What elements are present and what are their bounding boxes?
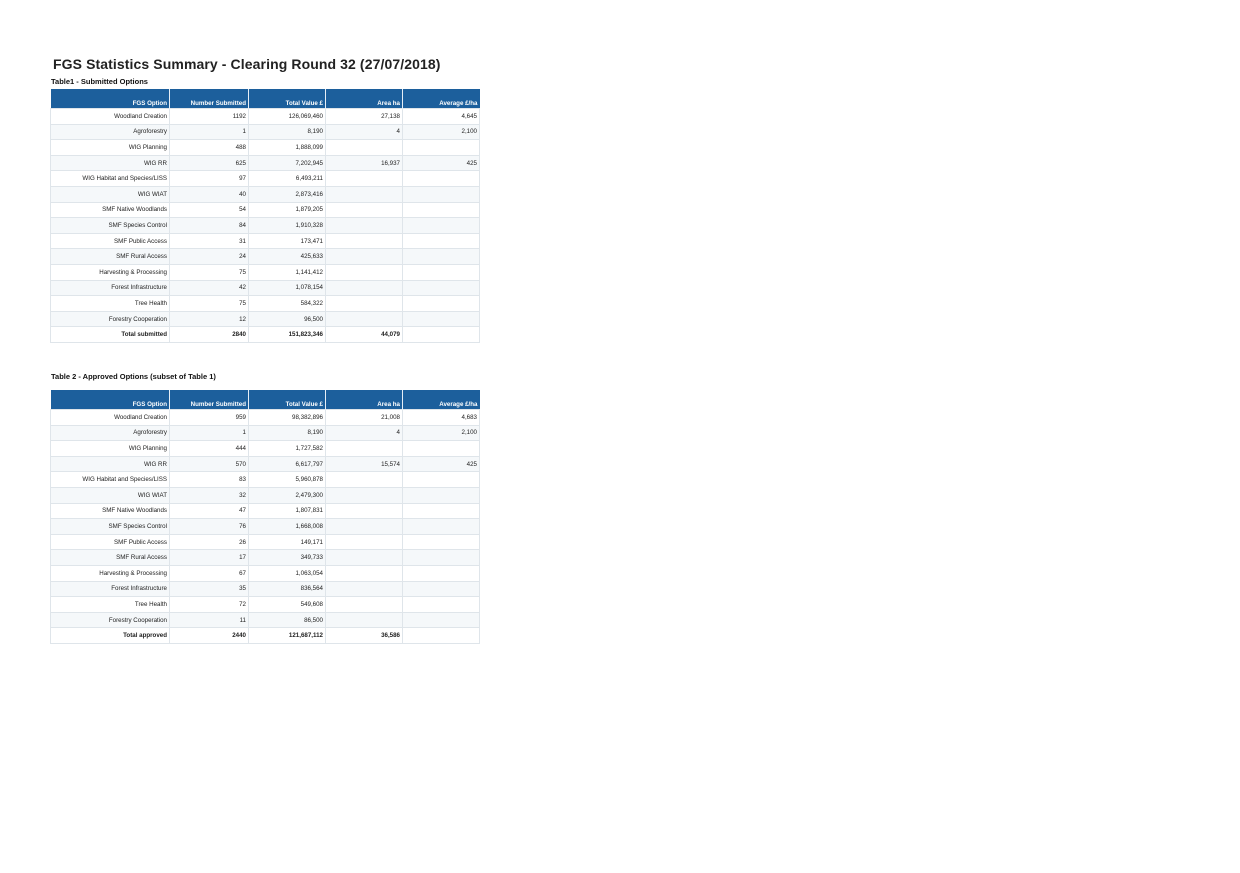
value-cell: 75 xyxy=(170,264,249,280)
column-header: Total Value £ xyxy=(249,89,326,109)
column-header: Number Submitted xyxy=(170,89,249,109)
value-cell: 4,645 xyxy=(403,109,480,125)
value-cell: 8,190 xyxy=(249,124,326,140)
value-cell xyxy=(326,296,403,312)
table-row xyxy=(51,202,480,218)
option-name-cell: SMF Species Control xyxy=(51,218,170,234)
table-row xyxy=(51,171,480,187)
table-row xyxy=(51,534,480,550)
value-cell xyxy=(326,140,403,156)
value-cell: 27,138 xyxy=(326,109,403,125)
value-cell: 21,008 xyxy=(326,410,403,426)
value-cell xyxy=(326,519,403,535)
value-cell: 15,574 xyxy=(326,456,403,472)
option-name-cell: SMF Public Access xyxy=(51,233,170,249)
total-label-cell: Total approved xyxy=(51,628,170,644)
option-name-cell: WIG Planning xyxy=(51,441,170,457)
submitted-options-table xyxy=(50,89,480,343)
option-name-cell: WIG Planning xyxy=(51,140,170,156)
value-cell xyxy=(326,249,403,265)
value-cell: 1,888,099 xyxy=(249,140,326,156)
value-cell xyxy=(403,550,480,566)
value-cell: 26 xyxy=(170,534,249,550)
value-cell: 549,608 xyxy=(249,597,326,613)
option-name-cell: Forestry Cooperation xyxy=(51,311,170,327)
table-row xyxy=(51,472,480,488)
table-row xyxy=(51,550,480,566)
value-cell xyxy=(403,519,480,535)
value-cell xyxy=(403,534,480,550)
value-cell xyxy=(403,503,480,519)
table-row xyxy=(51,441,480,457)
value-cell: 2,100 xyxy=(403,425,480,441)
value-cell: 1,141,412 xyxy=(249,264,326,280)
value-cell: 126,069,460 xyxy=(249,109,326,125)
value-cell: 7,202,945 xyxy=(249,155,326,171)
value-cell xyxy=(326,503,403,519)
value-cell: 173,471 xyxy=(249,233,326,249)
value-cell: 67 xyxy=(170,565,249,581)
value-cell: 6,617,797 xyxy=(249,456,326,472)
value-cell xyxy=(326,171,403,187)
table1-caption: Table1 - Submitted Options xyxy=(51,77,148,86)
total-value-cell xyxy=(403,628,480,644)
value-cell xyxy=(403,581,480,597)
value-cell: 488 xyxy=(170,140,249,156)
table-row xyxy=(51,296,480,312)
value-cell: 96,500 xyxy=(249,311,326,327)
value-cell: 72 xyxy=(170,597,249,613)
value-cell: 83 xyxy=(170,472,249,488)
column-header: Area ha xyxy=(326,89,403,109)
value-cell: 47 xyxy=(170,503,249,519)
table-row xyxy=(51,456,480,472)
value-cell: 4 xyxy=(326,425,403,441)
value-cell: 8,190 xyxy=(249,425,326,441)
option-name-cell: Harvesting & Processing xyxy=(51,264,170,280)
value-cell xyxy=(326,612,403,628)
total-value-cell: 121,687,112 xyxy=(249,628,326,644)
table-row xyxy=(51,264,480,280)
option-name-cell: SMF Rural Access xyxy=(51,249,170,265)
option-name-cell: Agroforestry xyxy=(51,425,170,441)
value-cell xyxy=(326,186,403,202)
value-cell: 959 xyxy=(170,410,249,426)
value-cell: 4,683 xyxy=(403,410,480,426)
value-cell: 1,879,205 xyxy=(249,202,326,218)
column-header: Average £/ha xyxy=(403,390,480,410)
table1-body xyxy=(51,109,480,343)
value-cell: 35 xyxy=(170,581,249,597)
option-name-cell: Tree Health xyxy=(51,597,170,613)
value-cell: 16,937 xyxy=(326,155,403,171)
value-cell: 31 xyxy=(170,233,249,249)
table-row xyxy=(51,425,480,441)
value-cell: 98,382,896 xyxy=(249,410,326,426)
option-name-cell: WIG Habitat and Species/LISS xyxy=(51,472,170,488)
page-title: FGS Statistics Summary - Clearing Round 32 (27/07/2018) xyxy=(53,56,441,72)
value-cell xyxy=(326,581,403,597)
value-cell: 425,633 xyxy=(249,249,326,265)
value-cell xyxy=(403,186,480,202)
table-row xyxy=(51,186,480,202)
value-cell: 42 xyxy=(170,280,249,296)
table-row xyxy=(51,155,480,171)
value-cell: 17 xyxy=(170,550,249,566)
column-header: Total Value £ xyxy=(249,390,326,410)
value-cell: 149,171 xyxy=(249,534,326,550)
value-cell: 97 xyxy=(170,171,249,187)
table2-body xyxy=(51,410,480,644)
value-cell xyxy=(326,487,403,503)
value-cell: 444 xyxy=(170,441,249,457)
approved-options-table xyxy=(50,390,480,644)
value-cell xyxy=(326,280,403,296)
option-name-cell: WIG WIAT xyxy=(51,186,170,202)
option-name-cell: Forest Infrastructure xyxy=(51,581,170,597)
value-cell: 11 xyxy=(170,612,249,628)
column-header: FGS Option xyxy=(51,390,170,410)
value-cell: 1,078,154 xyxy=(249,280,326,296)
column-header: Number Submitted xyxy=(170,390,249,410)
value-cell: 1 xyxy=(170,425,249,441)
table-row xyxy=(51,612,480,628)
value-cell xyxy=(403,171,480,187)
value-cell xyxy=(326,311,403,327)
option-name-cell: WIG RR xyxy=(51,155,170,171)
column-header: Average £/ha xyxy=(403,89,480,109)
option-name-cell: SMF Native Woodlands xyxy=(51,202,170,218)
value-cell: 1,063,054 xyxy=(249,565,326,581)
value-cell xyxy=(403,311,480,327)
value-cell: 625 xyxy=(170,155,249,171)
value-cell: 836,564 xyxy=(249,581,326,597)
value-cell xyxy=(403,612,480,628)
table-row xyxy=(51,249,480,265)
value-cell xyxy=(403,202,480,218)
value-cell: 570 xyxy=(170,456,249,472)
value-cell: 349,733 xyxy=(249,550,326,566)
table-row xyxy=(51,519,480,535)
option-name-cell: Harvesting & Processing xyxy=(51,565,170,581)
value-cell xyxy=(403,264,480,280)
value-cell: 76 xyxy=(170,519,249,535)
table-row xyxy=(51,410,480,426)
value-cell: 584,322 xyxy=(249,296,326,312)
value-cell: 2,479,300 xyxy=(249,487,326,503)
total-value-cell: 2840 xyxy=(170,327,249,343)
value-cell xyxy=(326,534,403,550)
option-name-cell: Forestry Cooperation xyxy=(51,612,170,628)
table2-caption: Table 2 - Approved Options (subset of Table 1) xyxy=(51,372,216,381)
value-cell xyxy=(403,597,480,613)
value-cell: 24 xyxy=(170,249,249,265)
value-cell xyxy=(403,280,480,296)
option-name-cell: SMF Species Control xyxy=(51,519,170,535)
value-cell: 84 xyxy=(170,218,249,234)
value-cell xyxy=(403,472,480,488)
table-row xyxy=(51,140,480,156)
option-name-cell: WIG WIAT xyxy=(51,487,170,503)
value-cell xyxy=(326,218,403,234)
value-cell: 1,910,328 xyxy=(249,218,326,234)
table-row xyxy=(51,565,480,581)
value-cell xyxy=(326,202,403,218)
value-cell xyxy=(403,565,480,581)
option-name-cell: SMF Public Access xyxy=(51,534,170,550)
value-cell: 12 xyxy=(170,311,249,327)
total-value-cell: 2440 xyxy=(170,628,249,644)
value-cell xyxy=(403,140,480,156)
value-cell: 5,960,878 xyxy=(249,472,326,488)
value-cell xyxy=(403,296,480,312)
table-row xyxy=(51,218,480,234)
option-name-cell: Tree Health xyxy=(51,296,170,312)
value-cell xyxy=(326,441,403,457)
total-value-cell: 36,586 xyxy=(326,628,403,644)
table-row xyxy=(51,280,480,296)
table-row xyxy=(51,311,480,327)
table-row xyxy=(51,233,480,249)
value-cell: 32 xyxy=(170,487,249,503)
value-cell xyxy=(403,441,480,457)
option-name-cell: SMF Rural Access xyxy=(51,550,170,566)
value-cell: 1,668,008 xyxy=(249,519,326,535)
value-cell xyxy=(326,597,403,613)
value-cell xyxy=(326,233,403,249)
table1-header xyxy=(51,89,480,109)
option-name-cell: Forest Infrastructure xyxy=(51,280,170,296)
option-name-cell: Woodland Creation xyxy=(51,109,170,125)
option-name-cell: WIG RR xyxy=(51,456,170,472)
value-cell: 54 xyxy=(170,202,249,218)
value-cell xyxy=(326,264,403,280)
value-cell xyxy=(326,565,403,581)
value-cell: 1192 xyxy=(170,109,249,125)
option-name-cell: Woodland Creation xyxy=(51,410,170,426)
value-cell: 2,100 xyxy=(403,124,480,140)
total-value-cell xyxy=(403,327,480,343)
column-header: Area ha xyxy=(326,390,403,410)
header-row xyxy=(51,390,480,410)
total-label-cell: Total submitted xyxy=(51,327,170,343)
total-row xyxy=(51,628,480,644)
table-row xyxy=(51,109,480,125)
total-value-cell: 151,823,346 xyxy=(249,327,326,343)
table-row xyxy=(51,124,480,140)
table-row xyxy=(51,487,480,503)
value-cell: 1,727,582 xyxy=(249,441,326,457)
header-row xyxy=(51,89,480,109)
table-row xyxy=(51,503,480,519)
table2-header xyxy=(51,390,480,410)
value-cell: 4 xyxy=(326,124,403,140)
value-cell: 86,500 xyxy=(249,612,326,628)
total-value-cell: 44,079 xyxy=(326,327,403,343)
value-cell: 75 xyxy=(170,296,249,312)
value-cell xyxy=(326,550,403,566)
value-cell xyxy=(403,233,480,249)
option-name-cell: SMF Native Woodlands xyxy=(51,503,170,519)
table-row xyxy=(51,597,480,613)
table-row xyxy=(51,581,480,597)
column-header: FGS Option xyxy=(51,89,170,109)
value-cell: 1 xyxy=(170,124,249,140)
value-cell xyxy=(326,472,403,488)
value-cell xyxy=(403,218,480,234)
value-cell: 1,807,831 xyxy=(249,503,326,519)
value-cell: 6,493,211 xyxy=(249,171,326,187)
option-name-cell: Agroforestry xyxy=(51,124,170,140)
value-cell xyxy=(403,249,480,265)
value-cell: 425 xyxy=(403,456,480,472)
total-row xyxy=(51,327,480,343)
value-cell: 2,873,416 xyxy=(249,186,326,202)
value-cell: 425 xyxy=(403,155,480,171)
option-name-cell: WIG Habitat and Species/LISS xyxy=(51,171,170,187)
value-cell xyxy=(403,487,480,503)
value-cell: 40 xyxy=(170,186,249,202)
